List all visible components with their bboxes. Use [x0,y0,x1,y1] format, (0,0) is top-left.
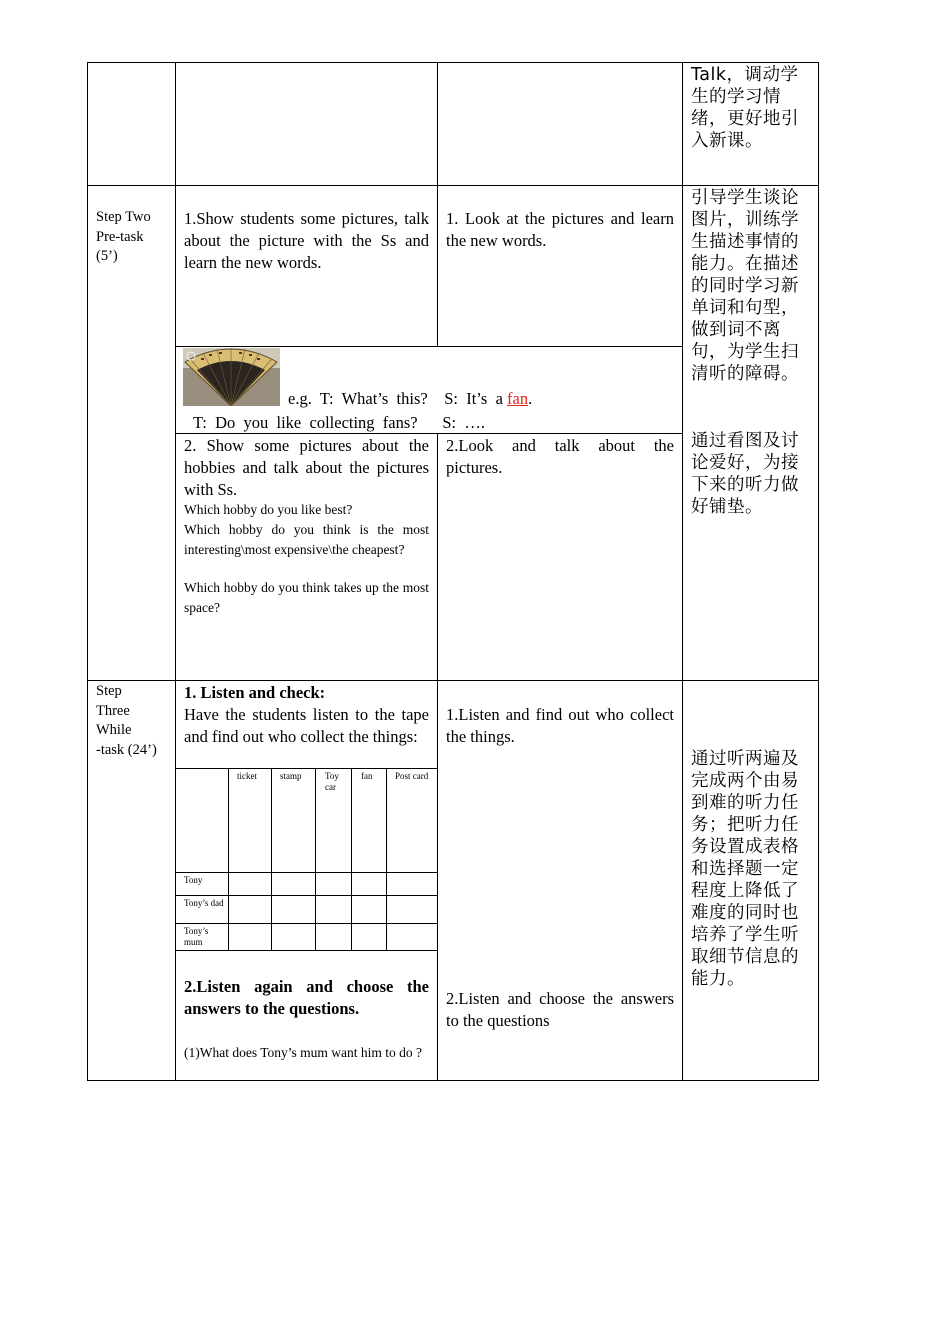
task2-title: 2.Listen again and choose the answers to the questions. [184,977,429,1018]
example-line-1: e.g. T: What’s this? S: It’s a fan. [288,389,533,408]
rule [818,62,819,1081]
student-activity-1: 1. Look at the pictures and learn the new words. [446,209,674,250]
rule [386,768,387,951]
task1-title: 1. Listen and check: [184,683,326,702]
rule [175,923,437,924]
teacher-activity-2: 2. Show some pictures about the hobbies and talk about the pictures with Ss. [184,436,429,499]
task2-question-1: (1)What does Tony’s mum want him to do ? [184,1045,423,1060]
highlighted-word-fan: fan [507,389,529,408]
rule [682,62,683,1081]
task1-text: Have the students listen to the tape and find out who collect the things: [184,705,429,746]
rule [175,950,437,951]
column-header: ticket [237,771,257,781]
question-3: Which hobby do you think takes up the most space? [184,580,429,615]
rule [175,872,437,873]
rule [228,768,229,951]
rule [437,62,438,347]
note-row1: Talk，调动学生的学习情绪，更好地引入新课。 [691,65,799,151]
question-2: Which hobby do you think is the most interesting\most expensive\the cheapest? [184,522,429,557]
column-header: Post card [395,771,429,781]
rule [437,433,438,1081]
rule [175,62,176,1081]
student-activity-3: 1.Listen and find out who collect the things. [446,705,674,746]
note-row2-a: 引导学生谈论图片，训练学生描述事情的能力。在描述的同时学习新单词和句型，做到词不离句，为学生扫清听的障碍。 [691,188,799,384]
column-header: Toy car [325,771,339,792]
row-header: Tony’s mum [184,926,209,947]
column-header: stamp [280,771,302,781]
example-line-2: T: Do you like collecting fans? S: …. [193,413,486,432]
rule [87,1080,819,1081]
rule [87,62,819,63]
rule [271,768,272,951]
rule [175,895,437,896]
step-three-label: Step Three While -task (24’) [96,683,157,758]
fan-icon [183,348,280,406]
teacher-activity-1: 1.Show students some pictures, talk about the picture with the Ss and learn the new words. [184,209,429,272]
rule [87,62,88,1081]
student-activity-4: 2.Listen and choose the answers to the questions [446,989,674,1030]
row-header: Tony’s dad [184,898,224,908]
rule [175,768,437,769]
note-row2-b: 通过看图及讨论爱好，为接下来的听力做好铺垫。 [691,431,799,517]
note-row3: 通过听两遍及完成两个由易到难的听力任务；把听力任务设置成表格和选择题一定程度上降低了难度的同时也培养了学生听取细节信息的能力。 [691,749,799,989]
question-1: Which hobby do you like best? [184,502,353,517]
column-header: fan [361,771,373,781]
row-header: Tony [184,875,203,885]
rule [87,680,819,681]
rule [315,768,316,951]
rule [87,185,819,186]
rule [351,768,352,951]
step-two-label: Step Two Pre-task (5’) [96,209,151,264]
student-activity-2: 2.Look and talk about the pictures. [446,436,674,477]
rule [175,346,682,347]
fan-image [183,348,280,406]
